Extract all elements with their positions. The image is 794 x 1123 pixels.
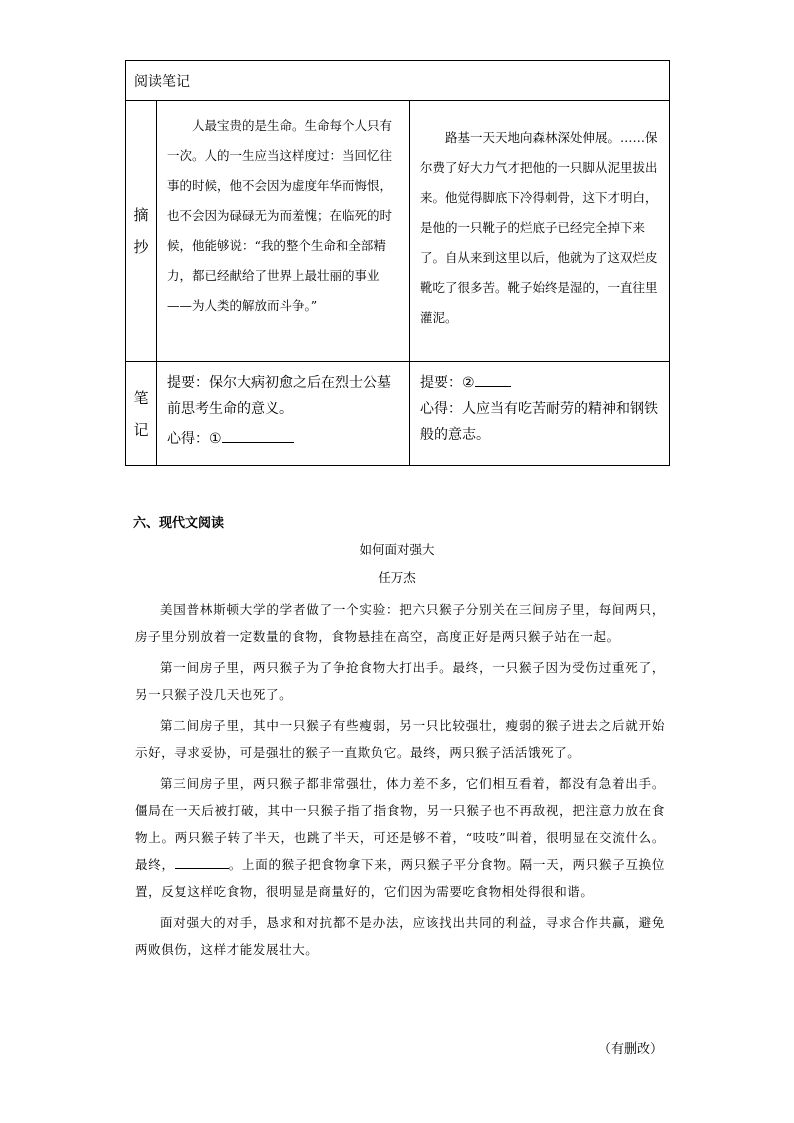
answer-blank-3[interactable] xyxy=(175,854,229,869)
excerpt-label-text: 摘抄 xyxy=(133,206,149,256)
left-note-cell xyxy=(157,362,410,466)
left-note-insight-prefix: 心得：① xyxy=(167,431,222,447)
excerpt-left-text: 人最宝贵的是生命。生命每个人只有一次。人的一生应当这样度过：当回忆往事的时候，他不会因为虚度年华而悔恨，也不会因为碌碌无为而羞愧；在临死的时候，他能够说：“我的整个生命和全部精力，都已经献给了世界上最壮丽的事业——为人类的解放而斗争。” xyxy=(167,118,393,313)
paragraph-4 xyxy=(135,770,665,905)
paragraph-3: 第二间房子里，其中一只猴子有些瘦弱，另一只比较强壮，瘦弱的猴子进去之后就开始示好，寻求妥协，可是强壮的猴子一直欺负它。最终，两只猴子活活饿死了。 xyxy=(135,718,665,760)
paragraph-1: 美国普林斯顿大学的学者做了一个实验：把六只猴子分别关在三间房子里，每间两只，房子里分别放着一定数量的食物，食物悬挂在高空，高度正好是两只猴子站在一起。 xyxy=(135,602,665,644)
article-author: 任万杰 xyxy=(378,570,416,585)
reading-notes-table xyxy=(125,60,670,466)
paragraph-5: 面对强大的对手，恳求和对抗都不是办法，应该找出共同的利益，寻求合作共赢，避免两败俱伤，这样才能发展壮大。 xyxy=(135,915,665,957)
excerpt-left-cell xyxy=(157,101,410,362)
section-heading: 六、现代文阅读 xyxy=(133,516,225,531)
right-note-cell xyxy=(410,362,670,466)
article-body xyxy=(135,596,665,967)
answer-blank-2[interactable] xyxy=(475,372,511,387)
notes-label-text: 笔记 xyxy=(133,388,149,439)
left-note-summary: 提要：保尔大病初愈之后在烈士公墓前思考生命的意义。 xyxy=(167,375,391,417)
right-note-insight: 心得：人应当有吃苦耐劳的精神和钢铁般的意志。 xyxy=(420,401,658,443)
paragraph-4-part-b: 。上面的猴子把食物拿下来，两只猴子平分食物。隔一天，两只猴子互换位置，反复这样吃食物，很明显是商量好的，它们因为需要吃食物相处得很和谐。 xyxy=(135,857,665,899)
excerpt-right-cell xyxy=(410,101,670,362)
excerpt-right-text: 路基一天天地向森林深处伸展。……保尔费了好大力气才把他的一只脚从泥里拔出来。他觉得脚底下冷得刺骨，这下才明白，是他的一只靴子的烂底子已经完全掉下来了。自从来到这里以后，他就为了这双烂皮靴吃了很多苦。靴子始终是湿的，一直往里灌泥。 xyxy=(420,130,658,325)
notes-label xyxy=(126,362,157,466)
excerpt-label xyxy=(126,101,157,362)
article-title: 如何面对强大 xyxy=(359,542,435,557)
paragraph-2: 第一间房子里，两只猴子为了争抢食物大打出手。最终，一只猴子因为受伤过重死了，另一只猴子没几天也死了。 xyxy=(135,660,665,702)
table-header: 阅读笔记 xyxy=(126,61,670,101)
right-note-summary-prefix: 提要：② xyxy=(420,375,475,391)
paragraph-4-part-a: 第三间房子里，两只猴子都非常强壮，体力差不多，它们相互看着，都没有急着出手。僵局在一天后被打破，其中一只猴子指了指食物，另一只猴子也不再敌视，把注意力放在食物上。两只猴子转了半天，也跳了半天，可还是够不着，“吱吱”叫着，很明显在交流什么。最终， xyxy=(135,776,665,872)
source-note: （有删改） xyxy=(598,1042,664,1057)
answer-blank-1[interactable] xyxy=(222,428,294,443)
